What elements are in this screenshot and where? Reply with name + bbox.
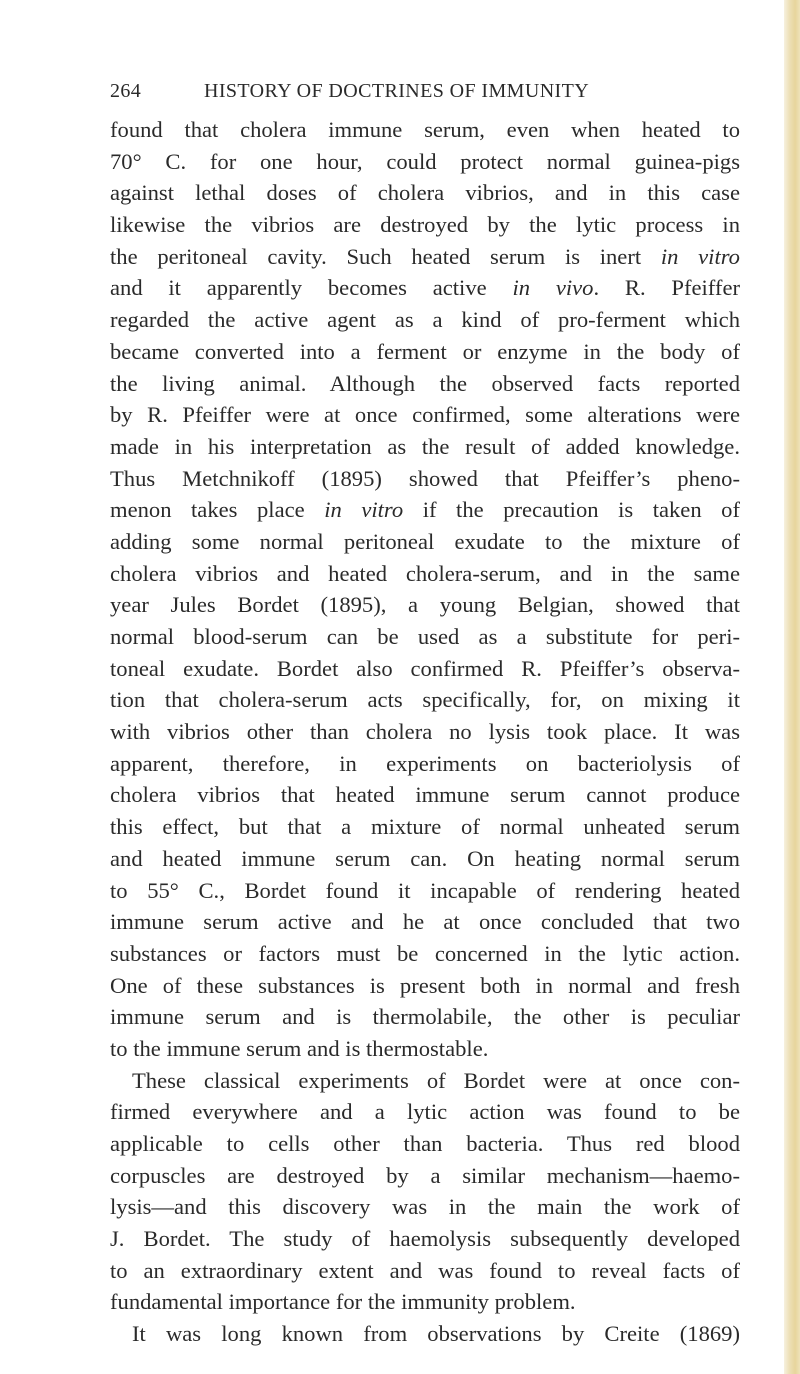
text-line-27: substances or factors must be concerned in the lytic action. [110,940,740,966]
body-text [110,114,740,1350]
italic-in-vitro-2: in vitro [324,497,404,523]
text-line-15: cholera vibrios and heated cholera-serum, and in the same [110,560,740,586]
text-line-10: by R. Pfeiffer were at once confirmed, some alterations were [110,402,740,428]
text-line-2: 70° C. for one hour, could protect normal guinea-pigs [110,148,740,174]
text-line-24: and heated immune serum can. On heating normal serum [110,845,740,871]
text-line-28: One of these substances is present both in normal and fresh [110,972,740,998]
italic-in-vivo: in vivo [512,275,594,301]
text-line-31: These classical experiments of Bordet were at once con- [132,1067,740,1093]
text-line-35: lysis—and this discovery was in the main the work of [110,1194,740,1220]
text-line-33: applicable to cells other than bacteria. Thus red blood [110,1131,740,1156]
text-line-7: regarded the active agent as a kind of pro-ferment which [110,307,740,333]
text-line-29: immune serum and is thermolabile, the other is peculiar [110,1004,740,1030]
text-line-16: year Jules Bordet (1895), a young Belgian, showed that [110,592,740,618]
text-line-39: It was long known from observations by Creite (1869) [132,1321,740,1347]
text-line-13-part-1: menon takes place [110,497,305,523]
text-line-13 [110,494,740,526]
text-line-6-part-2: . R. Pfeiffer [593,275,740,301]
text-line-17: normal blood-serum can be used as a substitute for peri- [110,624,740,649]
text-line-5 [110,241,740,273]
text-line-38: fundamental importance for the immunity problem. [110,1289,576,1315]
text-line-8: became converted into a ferment or enzyme in the body of [110,338,740,364]
text-line-9: the living animal. Although the observed facts reported [110,370,740,396]
text-line-37: to an extraordinary extent and was found to reveal facts of [110,1257,740,1283]
text-line-19: tion that cholera-serum acts specifically, for, on mixing it [110,687,740,713]
page-number: 264 [110,80,142,102]
page-header [110,80,740,110]
text-line-30: to the immune serum and is thermostable. [110,1035,489,1061]
text-line-1: found that cholera immune serum, even when heated to [110,117,740,142]
text-line-3: against lethal doses of cholera vibrios, and in this case [110,180,740,206]
text-line-25: to 55° C., Bordet found it incapable of rendering heated [110,877,740,903]
page-edge-shadow [784,0,800,1374]
text-line-11: made in his interpretation as the result of added knowledge. [110,433,740,459]
italic-in-vitro: in vitro [660,243,740,269]
text-line-22: cholera vibrios that heated immune serum cannot produce [110,782,740,808]
text-line-13-part-2: if the precaution is taken of [422,497,740,523]
text-line-18: toneal exudate. Bordet also confirmed R. Pfeiffer’s observa- [110,655,740,681]
text-line-6 [110,272,740,304]
text-line-6-part-1: and it apparently becomes active [110,275,487,301]
text-line-12: Thus Metchnikoff (1895) showed that Pfeiffer’s pheno- [110,465,740,491]
text-line-32: firmed everywhere and a lytic action was found to be [110,1099,740,1125]
text-line-14: adding some normal peritoneal exudate to the mixture of [110,528,740,554]
text-line-5-part-1: the peritoneal cavity. Such heated serum is inert [110,243,642,269]
text-line-23: this effect, but that a mixture of normal unheated serum [110,814,740,840]
text-line-36: J. Bordet. The study of haemolysis subsequently developed [110,1226,740,1252]
text-line-4: likewise the vibrios are destroyed by the lytic process in [110,212,740,238]
text-line-21: apparent, therefore, in experiments on bacteriolysis of [110,750,740,776]
running-title: HISTORY OF DOCTRINES OF IMMUNITY [204,80,590,102]
text-line-20: with vibrios other than cholera no lysis took place. It was [110,719,740,745]
text-line-26: immune serum active and he at once concluded that two [110,909,740,935]
text-line-34: corpuscles are destroyed by a similar mechanism—haemo- [110,1162,740,1188]
